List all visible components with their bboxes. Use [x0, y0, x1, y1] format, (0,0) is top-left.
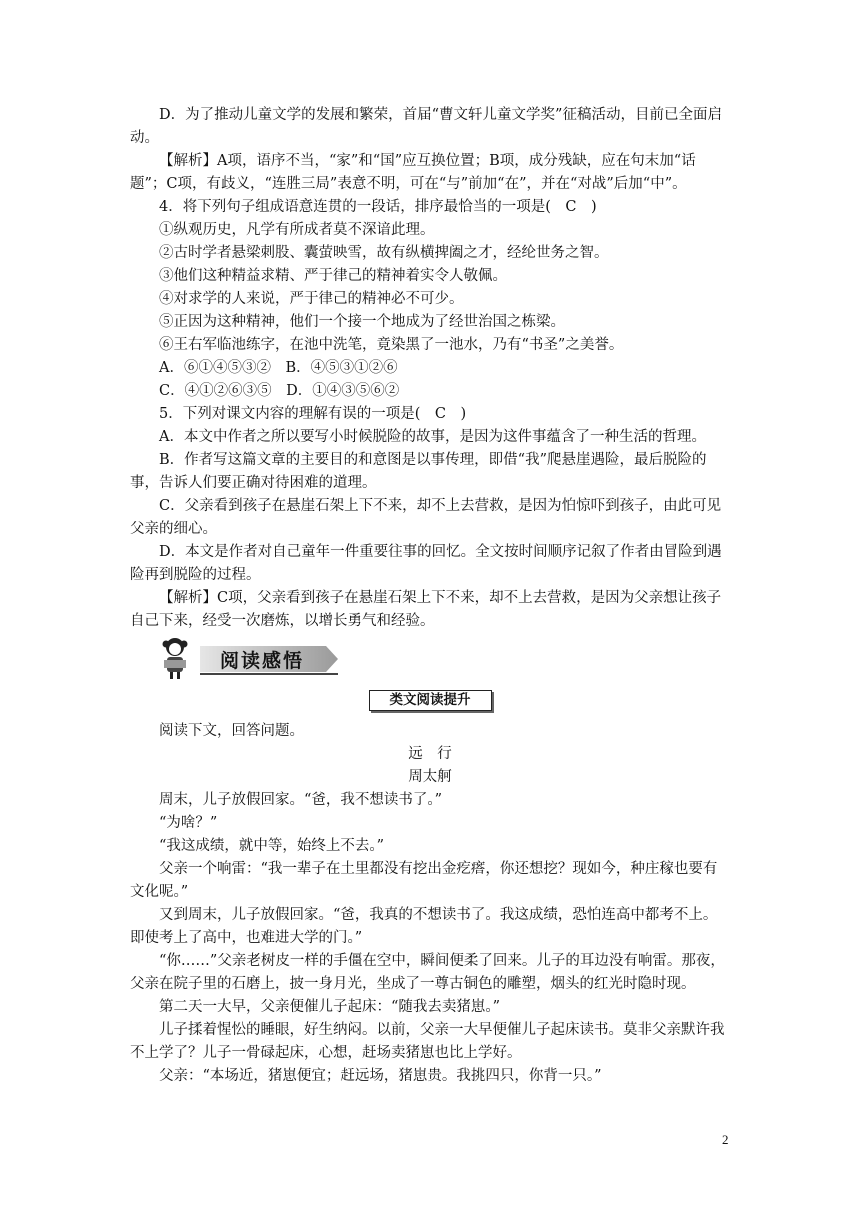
story-paragraph: 第二天一大早，父亲便催儿子起床：“随我去卖猪崽。” [159, 999, 501, 1015]
option-d: D．为了推动儿童文学的发展和繁荣，首届“曹文轩儿童文学奖”征稿活动，目前已全面启动。 [130, 107, 722, 146]
story-author: 周太舸 [408, 769, 452, 785]
sentence-6: ⑥王右军临池练字，在池中洗笔，竟染黑了一池水，乃有“书圣”之美誉。 [159, 337, 624, 353]
q5-option-a: A．本文中作者之所以要写小时候脱险的故事，是因为这件事蕴含了一种生活的哲理。 [159, 429, 706, 445]
page-content [130, 104, 730, 1088]
story-paragraph: “我这成绩，就中等，始终上不去。” [159, 838, 385, 854]
section-banner-label: 阅读感悟 [220, 650, 305, 672]
subsection-box [130, 688, 730, 720]
question-5: 5．下列对课文内容的理解有误的一项是( C ) [159, 406, 467, 422]
sentence-5: ⑤正因为这种精神，他们一个接一个地成为了经世治国之栋梁。 [159, 314, 565, 330]
story-paragraph: “你……”父亲老树皮一样的手僵在空中，瞬间便柔了回来。儿子的耳边没有响雷。那夜，父亲在院子里的石磨上，披一身月光，坐成了一尊古铜色的雕塑，烟头的红光时隐时现。 [130, 953, 725, 992]
story-title: 远 行 [408, 746, 452, 762]
options-cd: C．④①②⑥③⑤ D．①④③⑤⑥② [159, 383, 400, 399]
q5-option-c: C．父亲看到孩子在悬崖石架上下不来，却不上去营救，是因为怕惊吓到孩子，由此可见父亲的细心。 [130, 498, 722, 537]
section-banner [130, 636, 730, 688]
story-paragraph: “为啥？” [159, 815, 218, 831]
story-paragraph: 又到周末，儿子放假回家。“爸，我真的不想读书了。我这成绩，恐怕连高中都考不上。即使考上了高中，也难进大学的门。” [130, 907, 718, 946]
story-paragraph: 周末，儿子放假回家。“爸，我不想读书了。” [159, 792, 443, 808]
q5-option-d: D．本文是作者对自己童年一件重要往事的回忆。全文按时间顺序记叙了作者由冒险到遇险再到脱险的过程。 [130, 544, 722, 583]
story-paragraph: 父亲一个响雷：“我一辈子在土里都没有挖出金疙瘩，你还想挖？现如今，种庄稼也要有文化呢。” [130, 861, 718, 900]
sentence-2: ②古时学者悬梁刺股、囊萤映雪，故有纵横捭阖之才，经纶世务之智。 [159, 245, 609, 261]
story-paragraph: 父亲：“本场近，猪崽便宜；赶远场，猪崽贵。我挑四只，你背一只。” [159, 1068, 602, 1084]
subsection-title: 类文阅读提升 [369, 690, 492, 711]
analysis-q3: 【解析】A项，语序不当，“家”和“国”应互换位置；B项，成分残缺，应在句末加“话题”；C项，有歧义，“连胜三局”表意不明，可在“与”前加“在”，并在“对战”后加“中”。 [130, 153, 696, 192]
q5-option-b: B．作者写这篇文章的主要目的和意图是以事传理，即借“我”爬悬崖遇险，最后脱险的事，告诉人们要正确对待困难的道理。 [130, 452, 707, 491]
options-ab: A．⑥①④⑤③② B．④⑤③①②⑥ [159, 360, 398, 376]
sentence-1: ①纵观历史，凡学有所成者莫不深谙此理。 [159, 222, 435, 238]
story-paragraph: 儿子揉着惺忪的睡眼，好生纳闷。以前，父亲一大早便催儿子起床读书。莫非父亲默许我不上学了？儿子一骨碌起床，心想，赶场卖猪崽也比上学好。 [130, 1022, 725, 1061]
question-4: 4．将下列句子组成语意连贯的一段话，排序最恰当的一项是( C ) [159, 199, 597, 215]
analysis-q5: 【解析】C项，父亲看到孩子在悬崖石架上下不来，却不上去营救，是因为父亲想让孩子自己下来，经受一次磨炼，以增长勇气和经验。 [130, 590, 722, 629]
sentence-3: ③他们这种精益求精、严于律己的精神着实令人敬佩。 [159, 268, 507, 284]
page-number: 2 [722, 1132, 729, 1147]
reading-intro: 阅读下文，回答问题。 [159, 723, 304, 739]
sentence-4: ④对求学的人来说，严于律己的精神必不可少。 [159, 291, 464, 307]
girl-reading-icon [160, 636, 190, 680]
